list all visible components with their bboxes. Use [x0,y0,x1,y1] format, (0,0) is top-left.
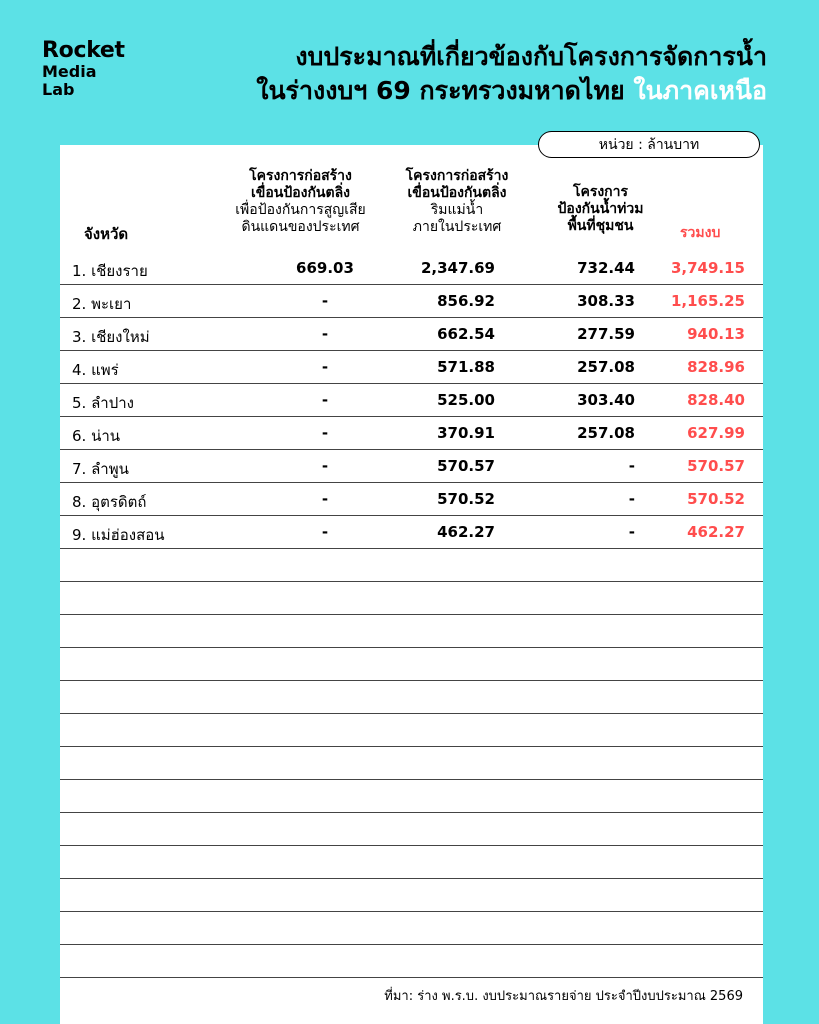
empty-table-row [60,714,763,747]
empty-table-row [60,549,763,582]
col-a-cell: - [321,292,329,310]
col-a-cell: - [321,358,329,376]
header-total: รวมงบ [680,225,721,241]
total-cell: 828.96 [687,358,745,376]
col-b-cell: 525.00 [437,391,495,409]
logo [42,40,125,98]
header-col-b [383,168,531,236]
province-cell: 2. พะเยา [72,295,132,313]
empty-table-row [60,879,763,912]
header-col-c-title-2: ป้องกันน้ำท่วม [557,201,644,217]
table-row [60,384,763,417]
empty-table-row [60,648,763,681]
col-b-cell: 462.27 [437,523,495,541]
col-a-cell: - [321,457,329,475]
header-col-a-sub-2: ดินแดนของประเทศ [241,219,360,235]
col-c-cell: 308.33 [577,292,635,310]
table-body [60,252,763,978]
col-a-cell: - [321,490,329,508]
col-b-cell: 662.54 [437,325,495,343]
title-line-2-main: ในร่างงบฯ 69 กระทรวงมหาดไทย [256,76,634,105]
total-cell: 1,165.25 [670,292,745,310]
total-cell: 462.27 [687,523,745,541]
total-cell: 828.40 [687,391,745,409]
header-col-b-title-2: เขื่อนป้องกันตลิ่ง [407,185,507,201]
table-row [60,318,763,351]
col-c-cell: 277.59 [577,325,635,343]
province-cell: 3. เชียงใหม่ [72,328,150,346]
province-cell: 8. อุตรดิตถ์ [72,493,147,511]
total-cell: 570.52 [687,490,745,508]
empty-table-row [60,846,763,879]
empty-table-row [60,615,763,648]
table-row [60,516,763,549]
header-province: จังหวัด [84,225,129,243]
col-c-cell: - [628,457,635,475]
col-a-cell: - [321,523,329,541]
table-row [60,351,763,384]
col-b-cell: 571.88 [437,358,495,376]
total-cell: 627.99 [687,424,745,442]
logo-line-1: Rocket [42,38,125,63]
col-b-cell: 2,347.69 [420,259,495,277]
logo-line-2: Media [42,62,97,81]
header-col-b-title-1: โครงการก่อสร้าง [405,168,509,184]
col-c-cell: 257.08 [577,358,635,376]
page-title [256,40,767,108]
col-c-cell: - [628,523,635,541]
col-a-cell: 669.03 [296,259,354,277]
province-cell: 4. แพร่ [72,361,119,379]
col-c-cell: - [628,490,635,508]
empty-table-row [60,912,763,945]
header-col-c-title-1: โครงการ [572,184,629,200]
table-row [60,450,763,483]
table-row [60,483,763,516]
empty-table-row [60,681,763,714]
province-cell: 1. เชียงราย [72,262,148,280]
col-a-cell: - [321,424,329,442]
col-a-cell: - [321,391,329,409]
table-row [60,252,763,285]
source-note: ที่มา: ร่าง พ.ร.บ. งบประมาณรายจ่าย ประจำปีงบประมาณ 2569 [384,989,743,1004]
table-row [60,285,763,318]
title-line-2 [256,74,767,108]
province-cell: 5. ลำปาง [72,394,134,412]
province-cell: 7. ลำพูน [72,460,129,478]
empty-table-row [60,582,763,615]
empty-table-row [60,813,763,846]
header-col-a [218,168,383,236]
title-line-1: งบประมาณที่เกี่ยวข้องกับโครงการจัดการน้ำ [295,42,767,71]
header-col-c [533,184,668,235]
header-col-c-title-3: พื้นที่ชุมชน [567,218,634,234]
table-row [60,417,763,450]
logo-line-3: Lab [42,80,75,99]
empty-table-row [60,780,763,813]
col-c-cell: 732.44 [577,259,635,277]
province-cell: 6. น่าน [72,427,121,445]
header-col-b-sub-1: ริมแม่น้ำ [430,202,484,218]
header-col-a-title-2: เขื่อนป้องกันตลิ่ง [250,185,351,201]
header-col-b-sub-2: ภายในประเทศ [412,219,502,235]
col-c-cell: 257.08 [577,424,635,442]
col-b-cell: 570.52 [437,490,495,508]
col-a-cell: - [321,325,329,343]
unit-badge: หน่วย : ล้านบาท [538,131,760,158]
col-b-cell: 370.91 [437,424,495,442]
col-b-cell: 570.57 [437,457,495,475]
col-c-cell: 303.40 [577,391,635,409]
header-col-a-title-1: โครงการก่อสร้าง [249,168,352,184]
total-cell: 940.13 [687,325,745,343]
empty-table-row [60,945,763,978]
empty-table-row [60,747,763,780]
province-cell: 9. แม่ฮ่องสอน [72,526,165,544]
total-cell: 570.57 [687,457,745,475]
col-b-cell: 856.92 [437,292,495,310]
title-highlight: ในภาคเหนือ [633,76,767,105]
total-cell: 3,749.15 [670,259,745,277]
header-col-a-sub-1: เพื่อป้องกันการสูญเสีย [235,202,366,218]
